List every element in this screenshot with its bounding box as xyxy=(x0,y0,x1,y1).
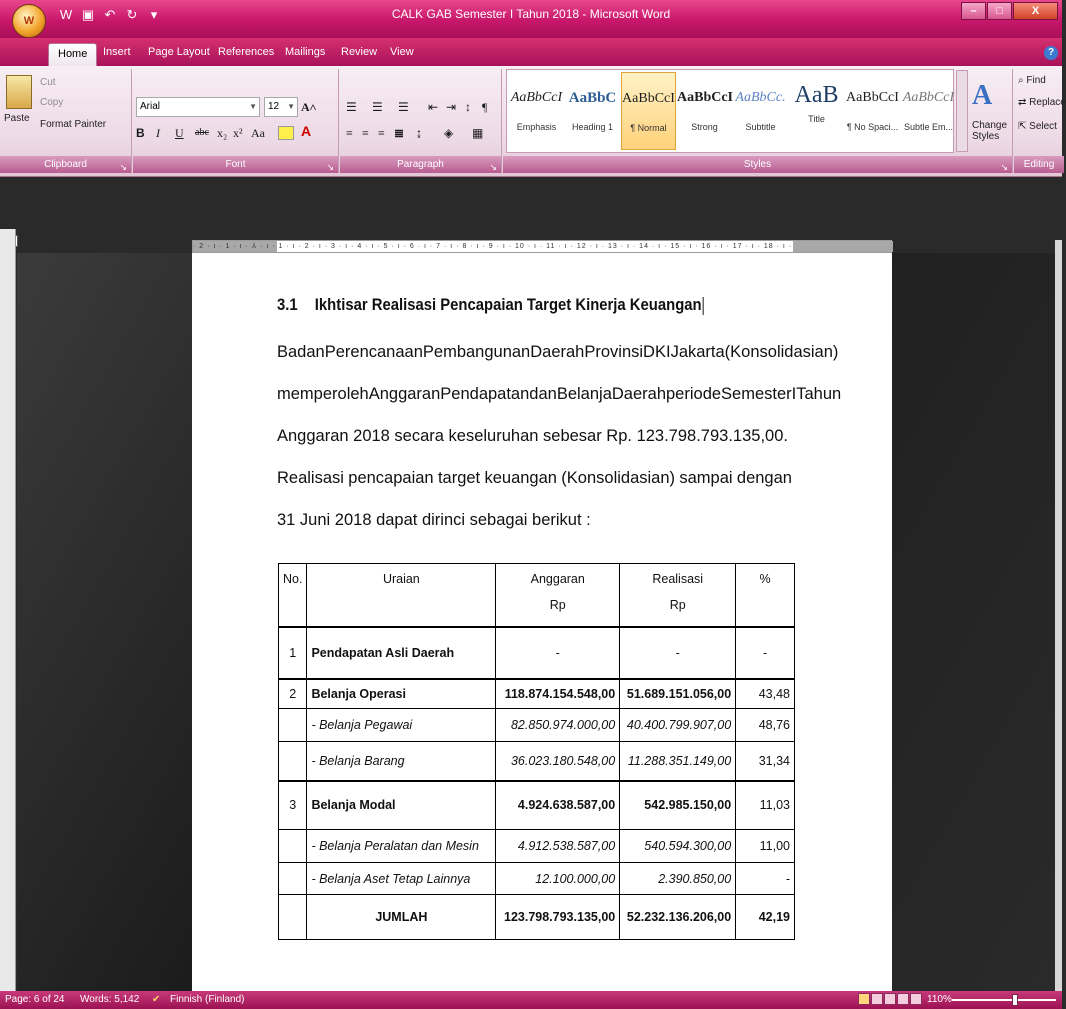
chevron-down-icon: ▼ xyxy=(287,102,295,111)
save-icon[interactable]: ▣ xyxy=(81,7,95,22)
draft-icon[interactable] xyxy=(910,993,922,1005)
cell-percent: 11,00 xyxy=(736,830,795,863)
maximize-button[interactable]: □ xyxy=(987,2,1012,20)
tab-home[interactable]: Home xyxy=(48,43,97,66)
word: Badan xyxy=(277,343,325,361)
change-styles-icon[interactable]: A xyxy=(972,80,993,111)
outline-icon[interactable] xyxy=(897,993,909,1005)
align-center-icon[interactable]: ≡ xyxy=(362,126,369,140)
style-name: ¶ No Spaci... xyxy=(846,122,899,132)
paragraph-line[interactable]: Anggaran 2018 secara keseluruhan sebesar Rp. 123.798.793.135,00. xyxy=(277,427,788,445)
word: I xyxy=(791,385,797,403)
copy-button[interactable]: Copy xyxy=(40,97,64,108)
font-group xyxy=(133,69,339,173)
sort-icon[interactable]: ↕ xyxy=(465,100,471,114)
help-icon[interactable]: ? xyxy=(1044,46,1058,60)
cell-uraian: - Belanja Aset Tetap Lainnya xyxy=(307,863,496,895)
cell-realisasi: 51.689.151.056,00 xyxy=(620,679,736,709)
style-preview: AaB xyxy=(794,82,839,108)
cell-uraian: Pendapatan Asli Daerah xyxy=(307,627,496,679)
style-preview: AaBbCc. xyxy=(735,90,786,105)
text-cursor xyxy=(703,297,704,315)
word: dan xyxy=(529,385,557,403)
indent-icon[interactable]: ⇤ xyxy=(428,100,439,114)
style-name: Strong xyxy=(691,122,718,132)
table-row xyxy=(279,830,795,863)
ruler-margin-right xyxy=(793,241,893,252)
view-buttons xyxy=(858,993,922,1005)
close-button[interactable]: X xyxy=(1013,2,1058,20)
word: Semester xyxy=(721,385,792,403)
word: Daerah xyxy=(611,385,666,403)
header-no: No. xyxy=(279,564,307,627)
styles-gallery xyxy=(506,69,954,153)
heading-number: 3.1 xyxy=(277,296,298,314)
style-preview: AaBbCcI xyxy=(902,90,955,105)
style-subtitle[interactable] xyxy=(733,72,788,150)
subscript-button[interactable]: x₂ xyxy=(217,126,228,140)
cell-uraian: Belanja Operasi xyxy=(307,679,496,709)
strikethrough-button[interactable]: abc xyxy=(195,127,209,138)
zoom-slider-thumb[interactable] xyxy=(1012,994,1018,1006)
cell-realisasi: 52.232.136.206,00 xyxy=(620,895,736,940)
paragraph-group xyxy=(340,69,502,173)
tab-review[interactable]: Review xyxy=(341,46,378,58)
cell-no xyxy=(279,830,307,863)
vertical-scrollbar[interactable] xyxy=(1055,240,1062,991)
table-row xyxy=(279,709,795,742)
header-uraian: Uraian xyxy=(307,564,496,627)
style-preview: AaBbCcI xyxy=(622,91,675,106)
font-label xyxy=(133,156,338,173)
cell-realisasi: 11.288.351.149,00 xyxy=(620,742,736,781)
redo-icon[interactable]: ↻ xyxy=(126,7,138,22)
table-row xyxy=(279,679,795,709)
cell-percent: 43,48 xyxy=(736,679,795,709)
tab-references[interactable]: References xyxy=(218,46,275,58)
shading-icon[interactable]: ◈ xyxy=(444,126,454,140)
ruler-marks: · 2 · ı · 1 · ı · ⅄ · ı · 1 · ı · 2 · ı · 3 · ı · 4 · ı · 5 · ı · 6 · ı · 7 · ı · 8 · ı · 9 · ı · 10 · ı · 11 · ı · 12 · ı · 13 · ı · 14 · ı · 15 · ı · 16 · ı · 17 · ı · 18 · ı · xyxy=(193,243,793,250)
heading-text: Ikhtisar Realisasi Pencapaian Target Kinerja Keuangan xyxy=(314,296,702,314)
tab-mailings[interactable]: Mailings xyxy=(285,46,326,58)
word: pencapaian xyxy=(348,469,434,487)
clipboard-label-text: Clipboard xyxy=(44,159,87,170)
change-styles-button[interactable]: Change Styles xyxy=(972,120,1008,142)
paragraph-label xyxy=(340,156,501,173)
style-preview: AaBbC xyxy=(568,90,617,106)
section-heading[interactable] xyxy=(277,296,703,315)
replace-label: Replace xyxy=(1029,97,1066,108)
word: (Konsolidasian) xyxy=(561,469,676,487)
financial-table[interactable] xyxy=(278,563,795,940)
style-preview: AaBbCcI xyxy=(510,90,563,105)
cell-percent: 31,34 xyxy=(736,742,795,781)
cell-no xyxy=(279,709,307,742)
style-heading-1[interactable] xyxy=(565,72,620,150)
paste-button[interactable]: Paste xyxy=(4,113,30,124)
table-total-row xyxy=(279,895,795,940)
cell-uraian: - Belanja Pegawai xyxy=(307,709,496,742)
window-title: CALK GAB Semester I Tahun 2018 - Microsoft Word xyxy=(391,7,671,21)
bold-button[interactable]: B xyxy=(136,126,145,140)
office-button[interactable]: W xyxy=(12,4,46,38)
table-header-row xyxy=(279,564,795,627)
header-realisasi-unit: Rp xyxy=(669,598,686,612)
style-subtle-emphasis[interactable] xyxy=(901,72,956,150)
header-realisasi-label: Realisasi xyxy=(652,572,704,586)
word: Daerah xyxy=(530,343,585,361)
style-emphasis[interactable] xyxy=(509,72,564,150)
tab-insert[interactable]: Insert xyxy=(103,46,131,58)
print-layout-icon[interactable] xyxy=(858,993,870,1005)
word: target xyxy=(437,469,481,487)
highlight-icon[interactable] xyxy=(278,126,294,140)
undo-icon[interactable]: ↶ xyxy=(104,7,116,22)
cell-uraian: JUMLAH xyxy=(307,895,496,940)
cell-no: 2 xyxy=(279,679,307,709)
pilcrow-icon[interactable]: ¶ xyxy=(482,100,488,114)
vertical-ruler[interactable] xyxy=(0,229,16,1001)
dialog-launcher-icon[interactable]: ↘ xyxy=(119,162,127,172)
editing-group xyxy=(1014,69,1064,173)
underline-button[interactable]: U xyxy=(175,126,184,140)
grow-font-icon[interactable]: A˄ xyxy=(301,100,317,114)
cell-percent: - xyxy=(736,863,795,895)
font-color-icon[interactable]: A xyxy=(301,123,312,139)
cell-no xyxy=(279,863,307,895)
cell-no xyxy=(279,895,307,940)
zoom-level[interactable]: 110% xyxy=(927,994,952,1005)
paste-icon[interactable] xyxy=(6,75,32,109)
bullets-icon[interactable]: ☰ xyxy=(346,100,357,114)
paragraph-line[interactable] xyxy=(277,385,842,403)
style-strong[interactable] xyxy=(677,72,732,150)
style-name: Heading 1 xyxy=(571,122,614,132)
replace-button[interactable]: ⇄ Replace xyxy=(1018,97,1066,108)
cell-realisasi: 542.985.150,00 xyxy=(620,781,736,830)
table-row xyxy=(279,781,795,830)
style-preview: AaBbCcI xyxy=(846,90,899,105)
dialog-launcher-icon[interactable]: ↘ xyxy=(489,162,497,172)
cut-button[interactable]: Cut xyxy=(40,77,56,88)
word: keuangan xyxy=(484,469,557,487)
outdent-icon[interactable]: ⇥ xyxy=(446,100,457,114)
style-no-spacing[interactable] xyxy=(845,72,900,150)
style-title[interactable] xyxy=(789,72,844,150)
find-label: Find xyxy=(1026,75,1046,86)
styles-label-text: Styles xyxy=(743,159,772,170)
table-row xyxy=(279,863,795,895)
paragraph-line[interactable] xyxy=(277,470,792,486)
header-percent: % xyxy=(736,564,795,627)
style-name: ¶ Normal xyxy=(630,123,667,133)
word: dengan xyxy=(736,469,792,487)
word: sampai xyxy=(679,469,733,487)
borders-icon[interactable]: ▦ xyxy=(472,126,484,140)
font-label-text: Font xyxy=(225,159,246,170)
status-bar xyxy=(0,991,1062,1009)
title-bar xyxy=(0,0,1062,38)
numbering-icon[interactable]: ☰ xyxy=(372,100,383,114)
word-count[interactable]: Words: 5,142 xyxy=(80,994,140,1005)
header-anggaran xyxy=(496,564,620,627)
cell-anggaran: 118.874.154.548,00 xyxy=(496,679,620,709)
dialog-launcher-icon[interactable]: ↘ xyxy=(1000,162,1008,172)
multilevel-list-icon[interactable]: ☰ xyxy=(398,100,409,114)
style-normal[interactable] xyxy=(621,72,676,150)
cell-realisasi: - xyxy=(620,627,736,679)
word: Jakarta xyxy=(670,343,725,361)
word-icon: W xyxy=(59,7,73,22)
language-indicator[interactable]: Finnish (Finland) xyxy=(170,994,245,1005)
customize-icon[interactable]: ▾ xyxy=(150,7,158,22)
cell-no xyxy=(279,742,307,781)
word: Pendapatan xyxy=(440,385,530,403)
cell-realisasi: 2.390.850,00 xyxy=(620,863,736,895)
gallery-scroll[interactable] xyxy=(956,70,968,152)
format-painter-button[interactable]: Format Painter xyxy=(40,119,107,130)
paragraph-label-text: Paragraph xyxy=(397,159,444,170)
cell-anggaran: 36.023.180.548,00 xyxy=(496,742,620,781)
cell-no: 1 xyxy=(279,627,307,679)
cell-anggaran: 12.100.000,00 xyxy=(496,863,620,895)
word: Tahun xyxy=(796,385,842,403)
dialog-launcher-icon[interactable]: ↘ xyxy=(326,162,334,172)
align-left-icon[interactable]: ≡ xyxy=(346,126,353,140)
cell-anggaran: 4.924.638.587,00 xyxy=(496,781,620,830)
word: memperoleh xyxy=(277,385,369,403)
cell-anggaran: 123.798.793.135,00 xyxy=(496,895,620,940)
zoom-slider[interactable] xyxy=(952,999,1056,1001)
cell-percent: 48,76 xyxy=(736,709,795,742)
cell-percent: 42,19 xyxy=(736,895,795,940)
font-size-value: 12 xyxy=(268,101,280,112)
style-name: Subtitle xyxy=(745,122,776,132)
select-button[interactable]: ⇱ Select xyxy=(1018,121,1057,132)
header-realisasi xyxy=(620,564,736,627)
proofing-icon[interactable]: ✔ xyxy=(152,994,161,1005)
paragraph-line[interactable]: 31 Juni 2018 dapat dirinci sebagai berikut : xyxy=(277,511,591,529)
word: (Konsolidasian) xyxy=(724,343,839,361)
word: Perencanaan xyxy=(324,343,423,361)
page-count[interactable]: Page: 6 of 24 xyxy=(5,994,65,1005)
style-name: Title xyxy=(808,114,825,124)
tab-view[interactable]: View xyxy=(390,46,414,58)
align-right-icon[interactable]: ≡ xyxy=(378,126,385,140)
paragraph-line[interactable] xyxy=(277,343,839,361)
justify-icon[interactable]: ≣ xyxy=(394,126,405,140)
word: Provinsi xyxy=(584,343,644,361)
line-spacing-icon[interactable]: ↨ xyxy=(416,126,422,140)
font-name-combo[interactable] xyxy=(136,97,260,117)
cell-percent: 11,03 xyxy=(736,781,795,830)
style-name: Subtle Em... xyxy=(903,122,954,132)
minimize-button[interactable]: – xyxy=(961,2,986,20)
cell-anggaran: - xyxy=(496,627,620,679)
table-row xyxy=(279,627,795,679)
find-button[interactable]: ⌕ Find xyxy=(1018,75,1046,86)
editing-label: Editing xyxy=(1014,156,1064,173)
cell-uraian: - Belanja Peralatan dan Mesin xyxy=(307,830,496,863)
cell-realisasi: 40.400.799.907,00 xyxy=(620,709,736,742)
ribbon-tabs xyxy=(0,38,1062,66)
word: DKI xyxy=(643,343,671,361)
font-size-combo[interactable] xyxy=(264,97,298,117)
clipboard-label xyxy=(0,156,131,173)
word: Belanja xyxy=(556,385,612,403)
word: Realisasi xyxy=(277,469,344,487)
clipboard-group xyxy=(0,69,132,173)
chevron-down-icon: ▼ xyxy=(249,102,257,111)
header-anggaran-label: Anggaran xyxy=(530,572,585,586)
cell-anggaran: 4.912.538.587,00 xyxy=(496,830,620,863)
style-name: Emphasis xyxy=(516,122,557,132)
header-anggaran-unit: Rp xyxy=(549,598,566,612)
select-label: Select xyxy=(1029,121,1057,132)
cell-uraian: Belanja Modal xyxy=(307,781,496,830)
cell-percent: - xyxy=(736,627,795,679)
styles-label xyxy=(503,156,1012,173)
cell-uraian: - Belanja Barang xyxy=(307,742,496,781)
style-preview: AaBbCcI xyxy=(677,90,734,105)
word: Pembangunan xyxy=(422,343,531,361)
cell-anggaran: 82.850.974.000,00 xyxy=(496,709,620,742)
word: Anggaran xyxy=(368,385,441,403)
table-row xyxy=(279,742,795,781)
web-layout-icon[interactable] xyxy=(884,993,896,1005)
change-case-button[interactable]: Aa xyxy=(251,126,265,140)
horizontal-ruler[interactable] xyxy=(192,240,892,253)
ribbon xyxy=(0,66,1066,177)
superscript-button[interactable]: x² xyxy=(233,126,243,140)
word: periode xyxy=(666,385,722,403)
font-name-value: Arial xyxy=(140,101,161,112)
tab-page-layout[interactable]: Page Layout xyxy=(148,46,210,58)
cell-realisasi: 540.594.300,00 xyxy=(620,830,736,863)
cell-no: 3 xyxy=(279,781,307,830)
full-screen-reading-icon[interactable] xyxy=(871,993,883,1005)
italic-button[interactable]: I xyxy=(156,126,160,140)
